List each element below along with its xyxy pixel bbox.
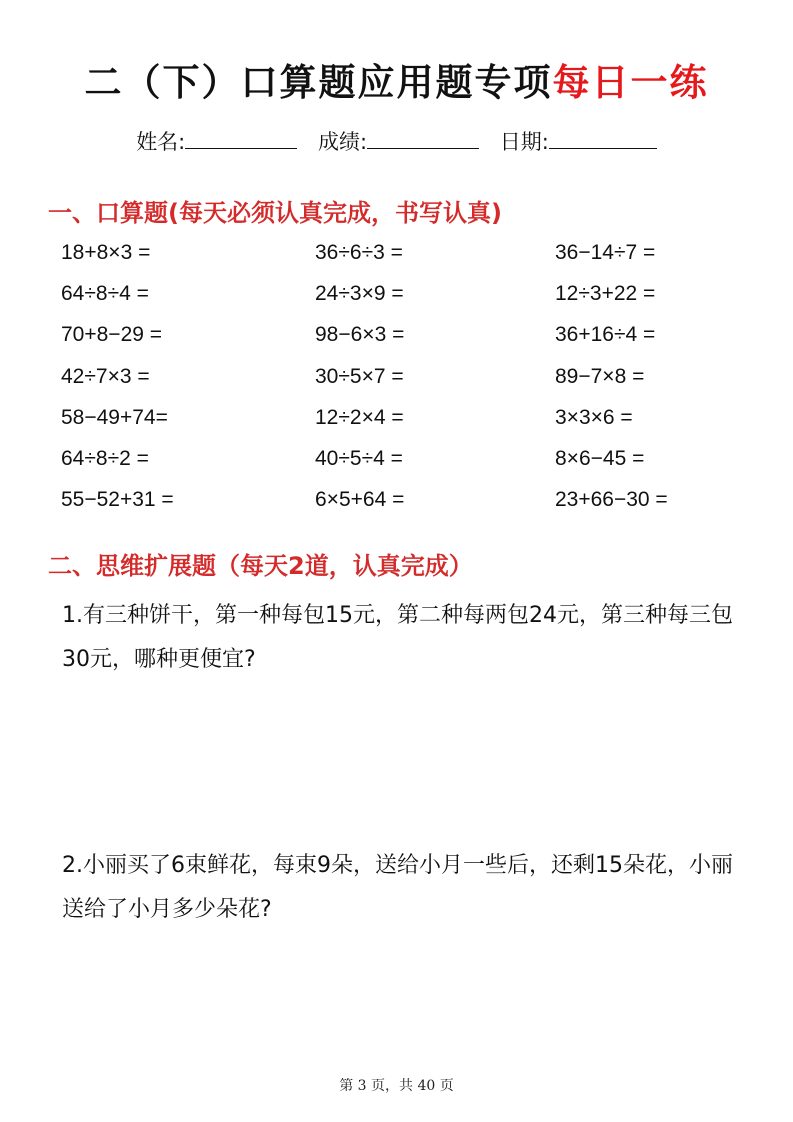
score-label: 成绩: [317,130,368,154]
calc-problem: 98−6×3 = [315,323,405,347]
calc-problem: 58−49+74= [61,405,168,429]
word-problem-1: 1.有三种饼干，第一种每包15元，第二种每两包24元，第三种每三包30元，哪种更便宜? [62,603,733,672]
calc-problem: 36÷6÷3 = [315,241,403,264]
section-title-word-problems: 二、思维扩展题（每天2道，认真完成） [48,552,473,580]
title-highlight: 每日一练 [552,61,709,104]
calc-problem: 36+16÷4 = [555,323,656,347]
calc-problem: 24÷3×9 = [315,282,404,306]
calc-problem: 23+66−30 = [555,488,668,512]
calc-problem: 18+8×3 = [61,241,151,264]
calc-problem: 64÷8÷4 = [61,282,149,306]
calc-problem: 40÷5÷4 = [315,446,403,470]
date-label: 日期: [499,130,549,154]
name-label: 姓名: [136,130,186,154]
name-blank[interactable] [185,130,297,149]
calc-problem: 42÷7×3 = [61,364,150,388]
calc-row [0,241,793,282]
calc-problem: 12÷2×4 = [315,405,404,429]
mental-math-grid [0,241,793,529]
calc-problem: 64÷8÷2 = [61,446,149,470]
calc-problem: 8×6−45 = [555,446,645,470]
calc-problem: 36−14÷7 = [555,241,656,264]
page-footer: 第 3 页，共 40 页 [339,1078,454,1094]
date-blank[interactable] [549,130,657,149]
title-main: 二（下）口算题应用题专项 [84,61,553,104]
word-problem-2: 2.小丽买了6束鲜花，每束9朵，送给小月一些后，还剩15朵花，小丽送给了小月多少朵花? [62,853,733,922]
page-title [0,52,793,106]
section-title-mental-math: 一、口算题(每天必须认真完成，书写认真) [48,199,502,227]
calc-row [0,365,793,406]
calc-problem: 3×3×6 = [555,405,633,429]
calc-problem: 30÷5×7 = [315,364,404,388]
calc-problem: 55−52+31 = [61,488,174,512]
calc-row [0,406,793,447]
score-blank[interactable] [367,130,479,149]
calc-row [0,488,793,529]
calc-problem: 89−7×8 = [555,364,645,388]
calc-problem: 12÷3+22 = [555,282,656,306]
calc-row [0,323,793,364]
calc-problem: 6×5+64 = [315,488,405,512]
calc-row [0,447,793,488]
calc-row [0,282,793,323]
student-info-line [0,126,793,156]
calc-problem: 70+8−29 = [61,323,163,347]
